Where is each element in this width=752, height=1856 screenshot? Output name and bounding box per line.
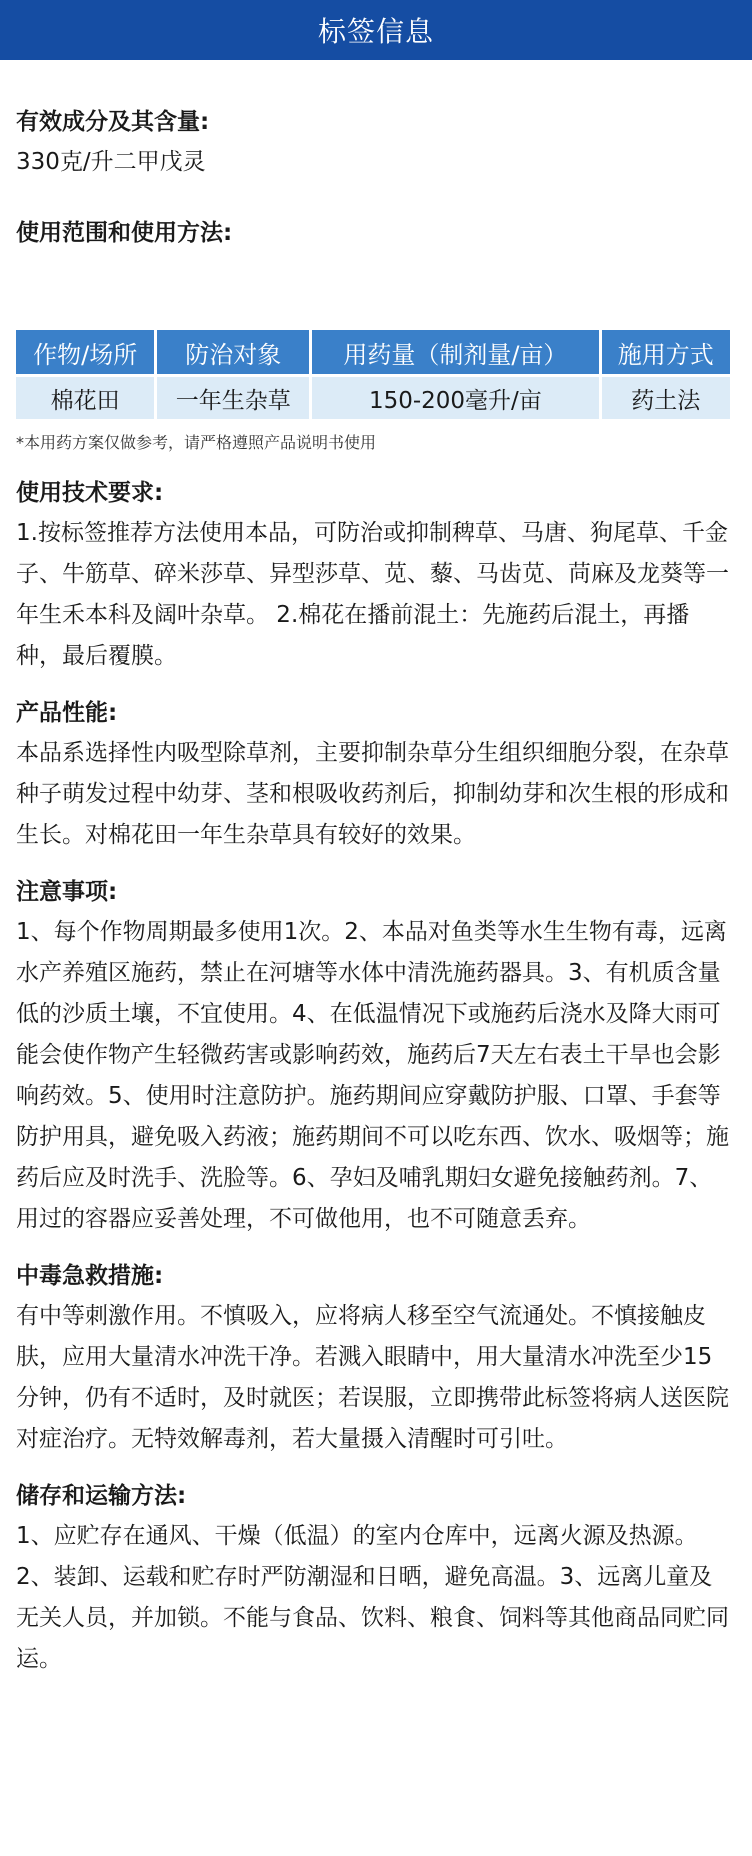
storage-title: 储存和运输方法: <box>16 1483 187 1509</box>
first-aid-body: 有中等刺激作用。不慎吸入，应将病人移至空气流通处。不慎接触皮肤，应用大量清水冲洗干净。若溅入眼睛中，用大量清水冲洗至少15分钟，仍有不适时，及时就医；若误服，立即携带此标签将病人送医院对症治疗。无特效解毒剂，若大量摄入清醒时可引吐。 <box>16 1303 729 1452</box>
cautions-title: 注意事项: <box>16 879 118 905</box>
table-header-dosage: 用药量（制剂量/亩） <box>312 330 598 374</box>
ingredient-body: 330克/升二甲戊灵 <box>16 149 206 175</box>
performance-title: 产品性能: <box>16 700 118 726</box>
dosage-table-header-row <box>16 330 730 374</box>
first-aid-title: 中毒急救措施: <box>16 1263 164 1289</box>
ingredient-title: 有效成分及其含量: <box>16 109 210 135</box>
dosage-note: *本用药方案仅做参考，请严格遵照产品说明书使用 <box>16 433 377 452</box>
table-cell-crop: 棉花田 <box>16 377 154 419</box>
tech-section <box>16 477 734 677</box>
ingredient-section <box>16 106 734 183</box>
dosage-table-wrap <box>16 327 732 422</box>
cautions-section <box>16 876 734 1240</box>
tech-title: 使用技术要求: <box>16 480 164 506</box>
table-cell-target: 一年生杂草 <box>157 377 309 419</box>
table-header-crop: 作物/场所 <box>16 330 154 374</box>
label-content <box>0 106 752 1680</box>
table-header-method: 施用方式 <box>602 330 730 374</box>
performance-section <box>16 697 734 856</box>
performance-body: 本品系选择性内吸型除草剂，主要抑制杂草分生组织细胞分裂，在杂草种子萌发过程中幼芽、茎和根吸收药剂后，抑制幼芽和次生根的形成和生长。对棉花田一年生杂草具有较好的效果。 <box>16 740 729 848</box>
table-header-target: 防治对象 <box>157 330 309 374</box>
table-cell-method: 药土法 <box>602 377 730 419</box>
tech-body: 1.按标签推荐方法使用本品，可防治或抑制稗草、马唐、狗尾草、千金子、牛筋草、碎米莎草、异型莎草、苋、藜、马齿苋、苘麻及龙葵等一年生禾本科及阔叶杂草。 2.棉花在播前混土：先施药后混土，再播种，最后覆膜。 <box>16 520 729 669</box>
usage-scope-section <box>16 217 734 453</box>
page-title: 标签信息 <box>317 15 434 48</box>
usage-scope-title: 使用范围和使用方法: <box>16 220 233 246</box>
storage-section <box>16 1480 734 1680</box>
page-header <box>0 0 752 60</box>
cautions-body: 1、每个作物周期最多使用1次。2、本品对鱼类等水生生物有毒，远离水产养殖区施药，禁止在河塘等水体中清洗施药器具。3、有机质含量低的沙质土壤，不宜使用。4、在低温情况下或施药后浇水及降大雨可能会使作物产生轻微药害或影响药效，施药后7天左右表土干旱也会影响药效。5、使用时注意防护。施药期间应穿戴防护服、口罩、手套等防护用具，避免吸入药液；施药期间不可以吃东西、饮水、吸烟等；施药后应及时洗手、洗脸等。6、孕妇及哺乳期妇女避免接触药剂。7、用过的容器应妥善处理，不可做他用，也不可随意丢弃。 <box>16 919 729 1232</box>
dosage-table <box>13 327 733 422</box>
first-aid-section <box>16 1260 734 1460</box>
table-cell-dosage: 150-200毫升/亩 <box>312 377 598 419</box>
table-row <box>16 377 730 419</box>
storage-body: 1、应贮存在通风、干燥（低温）的室内仓库中，远离火源及热源。2、装卸、运载和贮存时严防潮湿和日晒，避免高温。3、远离儿童及无关人员，并加锁。不能与食品、饮料、粮食、饲料等其他商品同贮同运。 <box>16 1523 729 1672</box>
